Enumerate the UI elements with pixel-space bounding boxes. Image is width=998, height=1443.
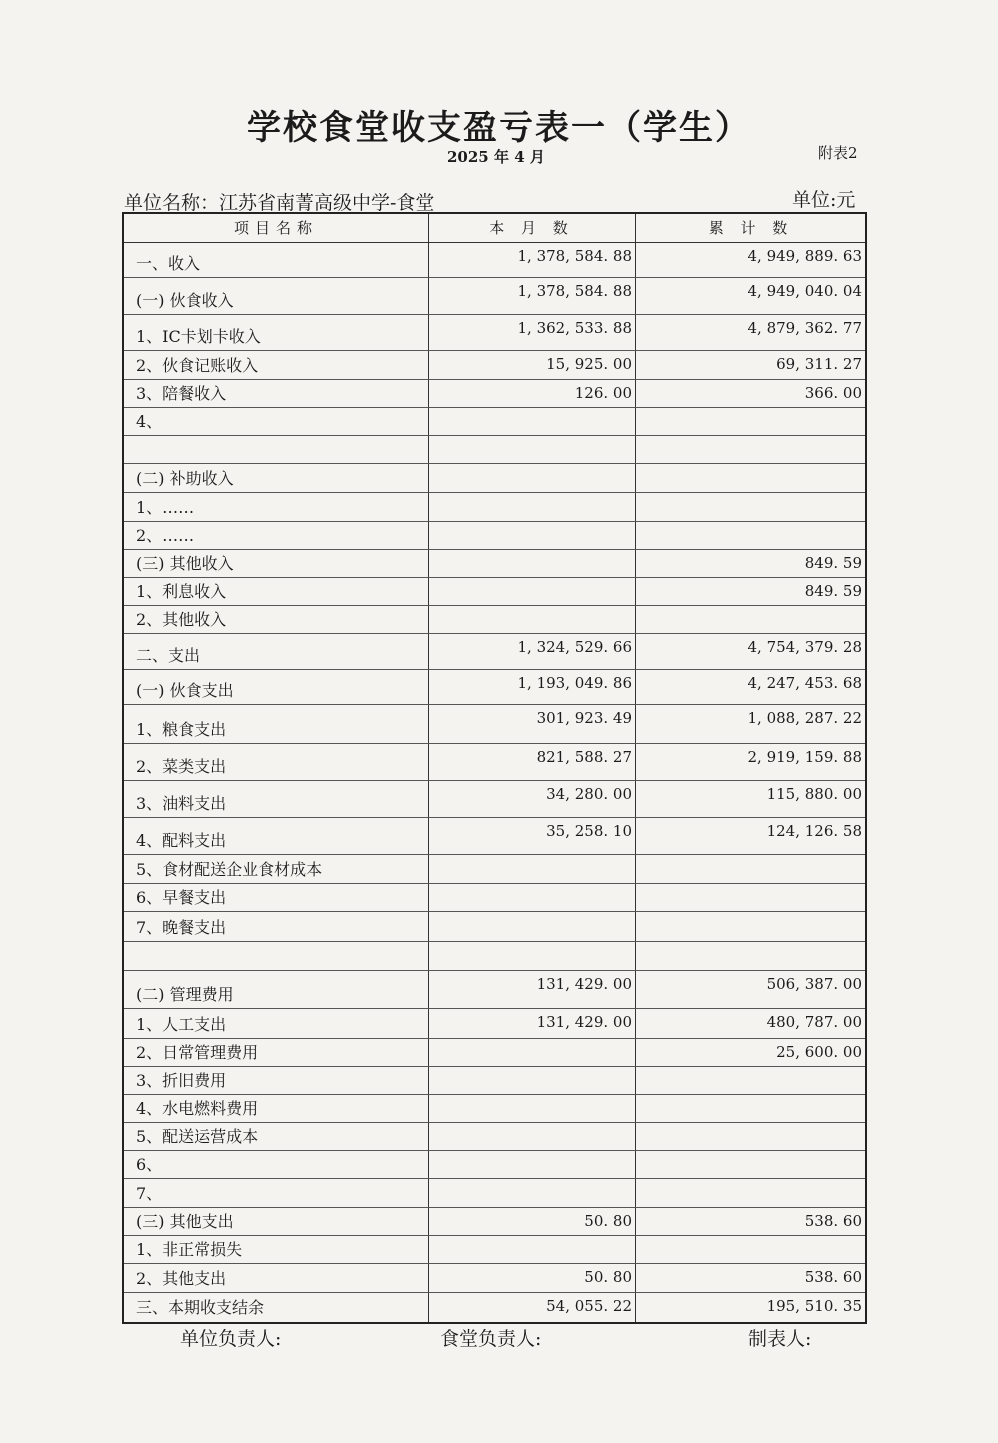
this-month-value: 131, 429. 00 <box>536 1013 632 1031</box>
table-row <box>124 818 865 855</box>
this-month-value: 131, 429. 00 <box>536 975 632 993</box>
cumulative-value: 4, 949, 040. 04 <box>747 282 862 300</box>
this-month-value: 301, 923. 49 <box>536 709 632 727</box>
row-label: 4、 <box>136 412 163 431</box>
table-row <box>124 1123 865 1151</box>
cumulative-value: 480, 787. 00 <box>766 1013 862 1031</box>
table-row <box>124 942 865 971</box>
this-month-value: 1, 378, 584. 88 <box>517 247 632 265</box>
row-label: 3、陪餐收入 <box>136 384 227 403</box>
row-label: 2、菜类支出 <box>136 757 227 776</box>
this-month-value: 50. 80 <box>584 1212 632 1230</box>
currency-unit: 单位:元 <box>792 189 856 211</box>
row-label: 2、伙食记账收入 <box>136 356 259 375</box>
table-row <box>124 1067 865 1095</box>
table-row <box>124 781 865 818</box>
row-label: 5、配送运营成本 <box>136 1127 259 1146</box>
page-title: 学校食堂收支盈亏表一（学生） <box>247 108 751 148</box>
table-row <box>124 971 865 1009</box>
row-label: 2、…… <box>136 526 195 545</box>
table-row <box>124 744 865 781</box>
row-label: 二、支出 <box>136 646 201 665</box>
cumulative-value: 506, 387. 00 <box>766 975 862 993</box>
row-label: (一) 伙食支出 <box>136 681 234 700</box>
cumulative-value: 69, 311. 27 <box>776 355 862 373</box>
header-item-name: 项目名称 <box>233 219 318 237</box>
this-month-value: 1, 362, 533. 88 <box>517 319 632 337</box>
row-label: 3、折旧费用 <box>136 1071 227 1090</box>
row-label: (三) 其他支出 <box>136 1212 234 1231</box>
cumulative-value: 538. 60 <box>804 1212 862 1230</box>
cumulative-value: 25, 600. 00 <box>776 1043 862 1061</box>
table-row <box>124 634 865 670</box>
table-row <box>124 606 865 634</box>
table-row <box>124 1293 865 1322</box>
income-expense-table <box>122 212 867 1324</box>
this-month-value: 1, 324, 529. 66 <box>517 638 632 656</box>
cumulative-value: 115, 880. 00 <box>766 785 862 803</box>
row-label: 2、其他支出 <box>136 1269 227 1288</box>
this-month-value: 35, 258. 10 <box>546 822 632 840</box>
row-label: 3、油料支出 <box>136 794 227 813</box>
canteen-head-signature: 食堂负责人: <box>440 1328 542 1350</box>
row-label: 1、…… <box>136 498 195 517</box>
table-row <box>124 243 865 278</box>
header-this-month: 本 月 数 <box>489 219 574 237</box>
cumulative-value: 849. 59 <box>804 554 862 572</box>
cumulative-value: 124, 126. 58 <box>766 822 862 840</box>
table-row <box>124 1095 865 1123</box>
this-month-value: 821, 588. 27 <box>536 748 632 766</box>
row-label: 7、晚餐支出 <box>136 918 227 937</box>
row-label: 7、 <box>136 1184 163 1203</box>
this-month-value: 34, 280. 00 <box>546 785 632 803</box>
row-label: 1、利息收入 <box>136 582 227 601</box>
cumulative-value: 4, 247, 453. 68 <box>747 674 862 692</box>
cumulative-value: 538. 60 <box>804 1268 862 1286</box>
row-label: 2、其他收入 <box>136 610 227 629</box>
row-label: 4、配料支出 <box>136 831 227 850</box>
appendix-label: 附表2 <box>818 144 858 162</box>
table-row <box>124 351 865 380</box>
this-month-value: 15, 925. 00 <box>546 355 632 373</box>
table-row <box>124 1009 865 1039</box>
this-month-value: 50. 80 <box>584 1268 632 1286</box>
cumulative-value: 4, 879, 362. 77 <box>747 319 862 337</box>
unit-head-signature: 单位负责人: <box>180 1328 282 1350</box>
table-row <box>124 464 865 493</box>
table-row <box>124 855 865 884</box>
cumulative-value: 4, 949, 889. 63 <box>747 247 862 265</box>
table-row <box>124 1264 865 1293</box>
table-row <box>124 550 865 578</box>
row-label: 2、日常管理费用 <box>136 1043 259 1062</box>
row-label: 6、早餐支出 <box>136 888 227 907</box>
table-row <box>124 436 865 464</box>
preparer-signature: 制表人: <box>748 1328 812 1350</box>
table-row <box>124 1039 865 1067</box>
row-label: (一) 伙食收入 <box>136 291 234 310</box>
cumulative-value: 195, 510. 35 <box>766 1297 862 1315</box>
table-row <box>124 493 865 522</box>
table-row <box>124 1179 865 1208</box>
header-cumulative: 累 计 数 <box>708 219 794 237</box>
cumulative-value: 1, 088, 287. 22 <box>747 709 862 727</box>
row-label: 5、食材配送企业食材成本 <box>136 860 323 879</box>
table-row <box>124 884 865 912</box>
table-row <box>124 522 865 550</box>
row-label: 1、粮食支出 <box>136 720 227 739</box>
table-row <box>124 1208 865 1236</box>
cumulative-value: 4, 754, 379. 28 <box>747 638 862 656</box>
row-label: 三、本期收支结余 <box>136 1298 265 1317</box>
row-label: 4、水电燃料费用 <box>136 1099 259 1118</box>
this-month-value: 1, 193, 049. 86 <box>517 674 632 692</box>
cumulative-value: 849. 59 <box>804 582 862 600</box>
this-month-value: 54, 055. 22 <box>546 1297 632 1315</box>
row-label: (三) 其他收入 <box>136 554 234 573</box>
table-row <box>124 1151 865 1179</box>
row-label: 1、人工支出 <box>136 1015 227 1034</box>
row-label: (二) 管理费用 <box>136 985 234 1004</box>
row-label: 一、收入 <box>136 254 201 273</box>
row-label: (二) 补助收入 <box>136 469 234 488</box>
table-row <box>124 912 865 942</box>
table-row <box>124 380 865 408</box>
report-date: 2025 年 4 月 <box>447 148 545 166</box>
table-row <box>124 578 865 606</box>
table-row <box>124 705 865 744</box>
row-label: 1、IC卡划卡收入 <box>136 327 261 346</box>
this-month-value: 126. 00 <box>574 384 632 402</box>
row-label: 1、非正常损失 <box>136 1240 243 1259</box>
unit-name: 单位名称：江苏省南菁高级中学-食堂 <box>124 192 435 214</box>
this-month-value: 1, 378, 584. 88 <box>517 282 632 300</box>
cumulative-value: 366. 00 <box>804 384 862 402</box>
table-row <box>124 408 865 436</box>
table-row <box>124 670 865 705</box>
table-row <box>124 315 865 351</box>
row-label: 6、 <box>136 1155 163 1174</box>
table-row <box>124 278 865 315</box>
table-row <box>124 1236 865 1264</box>
cumulative-value: 2, 919, 159. 88 <box>747 748 862 766</box>
